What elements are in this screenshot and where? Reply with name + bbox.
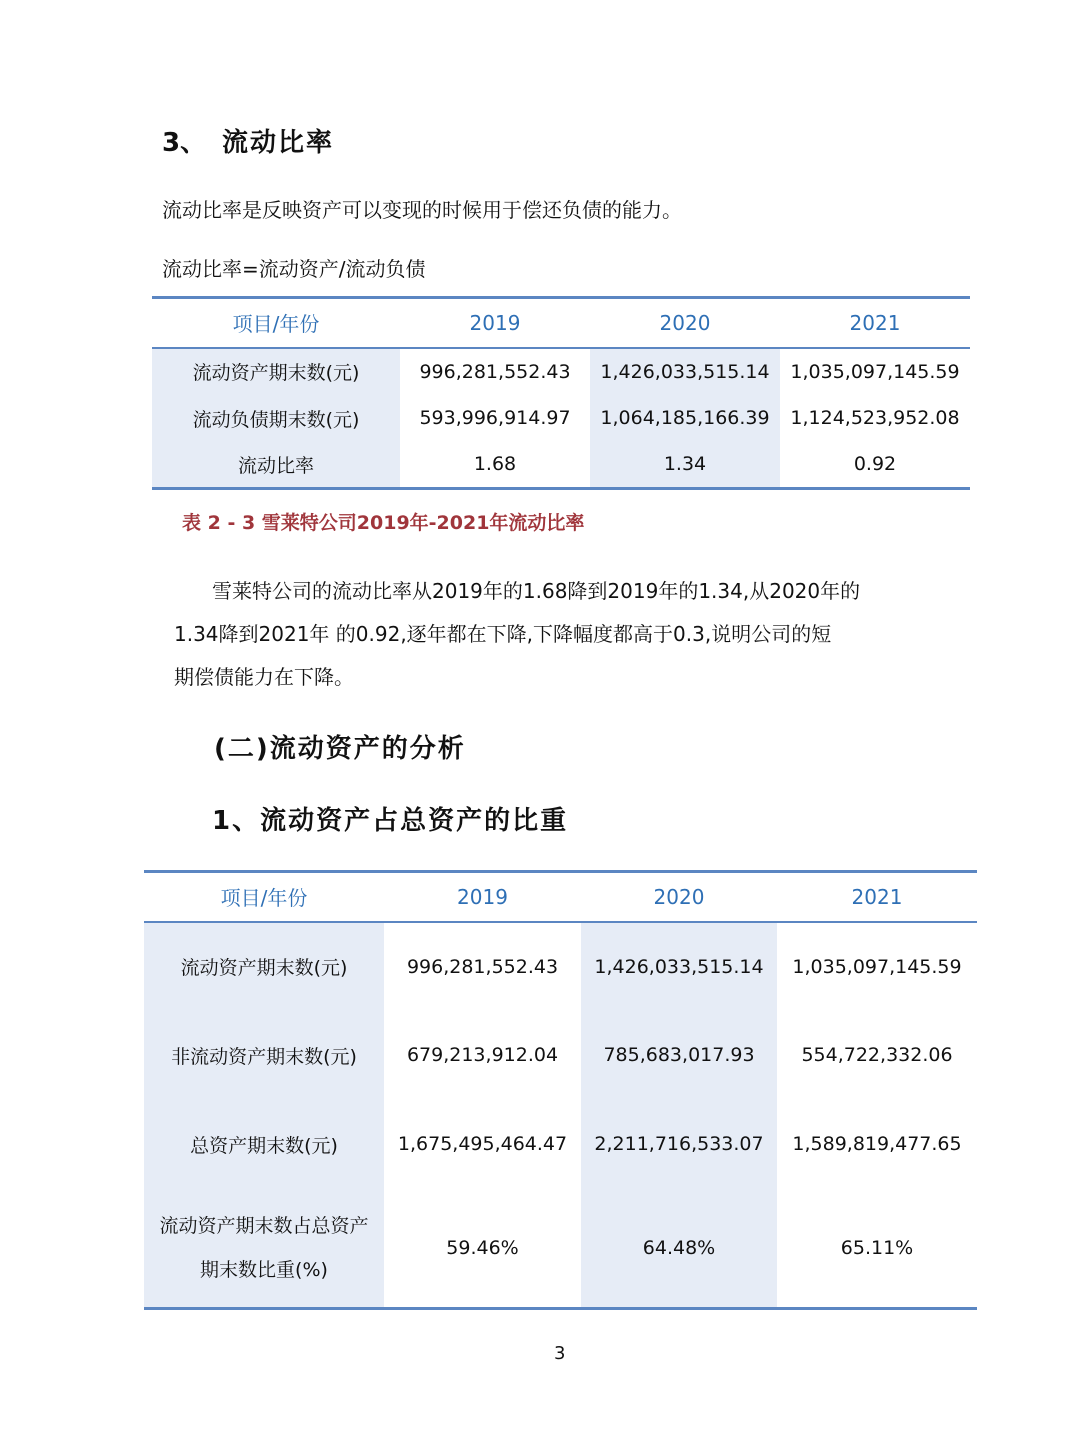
header-item-year: 项目/年份 xyxy=(152,298,400,348)
header-2021: 2021 xyxy=(780,298,970,348)
row-label: 流动比率 xyxy=(152,442,400,489)
table-row xyxy=(152,442,970,489)
cell-2020: 785,683,017.93 xyxy=(581,1011,777,1100)
subsection-heading: (二)流动资产的分析 xyxy=(214,734,466,764)
table-header-row xyxy=(152,298,970,348)
cell-2019: 593,996,914.97 xyxy=(419,407,571,429)
cell-2020: 2,211,716,533.07 xyxy=(581,1100,777,1189)
header-2020: 2020 xyxy=(590,298,780,348)
cell-2019: 59.46% xyxy=(446,1236,519,1259)
row-label: 流动资产期末数(元) xyxy=(152,348,400,395)
cell-2021: 65.11% xyxy=(840,1236,914,1259)
cell-2020: 1,426,033,515.14 xyxy=(581,922,777,1011)
header-2019: 2019 xyxy=(400,298,590,348)
analysis-paragraph xyxy=(174,570,944,699)
subsection-title: 1、流动资产占总资产的比重 xyxy=(212,806,569,836)
row-label: 流动资产期末数占总资产期末数比重(%) xyxy=(144,1189,384,1309)
cell-2020: 64.48% xyxy=(581,1189,777,1309)
header-item-year: 项目/年份 xyxy=(144,872,384,922)
cell-2020: 1.34 xyxy=(590,442,780,489)
cell-2019: 996,281,552.43 xyxy=(419,360,571,383)
definition-text: 流动比率是反映资产可以变现的时候用于偿还负债的能力。 xyxy=(162,198,682,222)
current-ratio-table xyxy=(152,296,970,490)
table-row xyxy=(152,348,970,395)
cell-2021: 554,722,332.06 xyxy=(801,1044,953,1066)
header-2020: 2020 xyxy=(581,872,777,922)
table-caption: 表 2 - 3 雪莱特公司2019年-2021年流动比率 xyxy=(182,512,585,534)
cell-2019: 1.68 xyxy=(473,453,517,476)
analysis-line-1: 雪莱特公司的流动比率从2019年的1.68降到2019年的1.34,从2020年的 xyxy=(212,579,861,603)
table-row xyxy=(144,1100,977,1189)
table-header-row xyxy=(144,872,977,922)
formula-text: 流动比率=流动资产/流动负债 xyxy=(162,257,426,281)
cell-2019: 996,281,552.43 xyxy=(406,955,559,978)
row-label: 非流动资产期末数(元) xyxy=(144,1011,384,1100)
section-title: 流动比率 xyxy=(222,128,335,158)
header-2021: 2021 xyxy=(777,872,977,922)
cell-2021: 1,124,523,952.08 xyxy=(790,407,960,429)
analysis-line-3: 期偿债能力在下降。 xyxy=(174,665,354,689)
row-label: 总资产期末数(元) xyxy=(144,1100,384,1189)
cell-2019: 679,213,912.04 xyxy=(406,1044,559,1066)
table-row xyxy=(144,1189,977,1309)
page-number: 3 xyxy=(554,1343,566,1364)
analysis-line-2: 1.34降到2021年 的0.92,逐年都在下降,下降幅度都高于0.3,说明公司的短 xyxy=(174,622,832,646)
cell-2021: 0.92 xyxy=(853,453,897,476)
table-row xyxy=(144,1011,977,1100)
row-label: 流动资产期末数(元) xyxy=(144,922,384,1011)
current-asset-share-table xyxy=(144,870,977,1310)
table-row xyxy=(152,395,970,442)
cell-2020: 1,064,185,166.39 xyxy=(590,395,780,442)
cell-2021: 1,589,819,477.65 xyxy=(792,1133,962,1155)
table-row xyxy=(144,922,977,1011)
section-number: 3、 xyxy=(162,128,207,158)
cell-2020: 1,426,033,515.14 xyxy=(590,348,780,395)
header-2019: 2019 xyxy=(384,872,581,922)
cell-2021: 1,035,097,145.59 xyxy=(792,955,962,978)
cell-2021: 1,035,097,145.59 xyxy=(790,360,960,383)
cell-2019: 1,675,495,464.47 xyxy=(397,1133,568,1155)
row-label: 流动负债期末数(元) xyxy=(152,395,400,442)
